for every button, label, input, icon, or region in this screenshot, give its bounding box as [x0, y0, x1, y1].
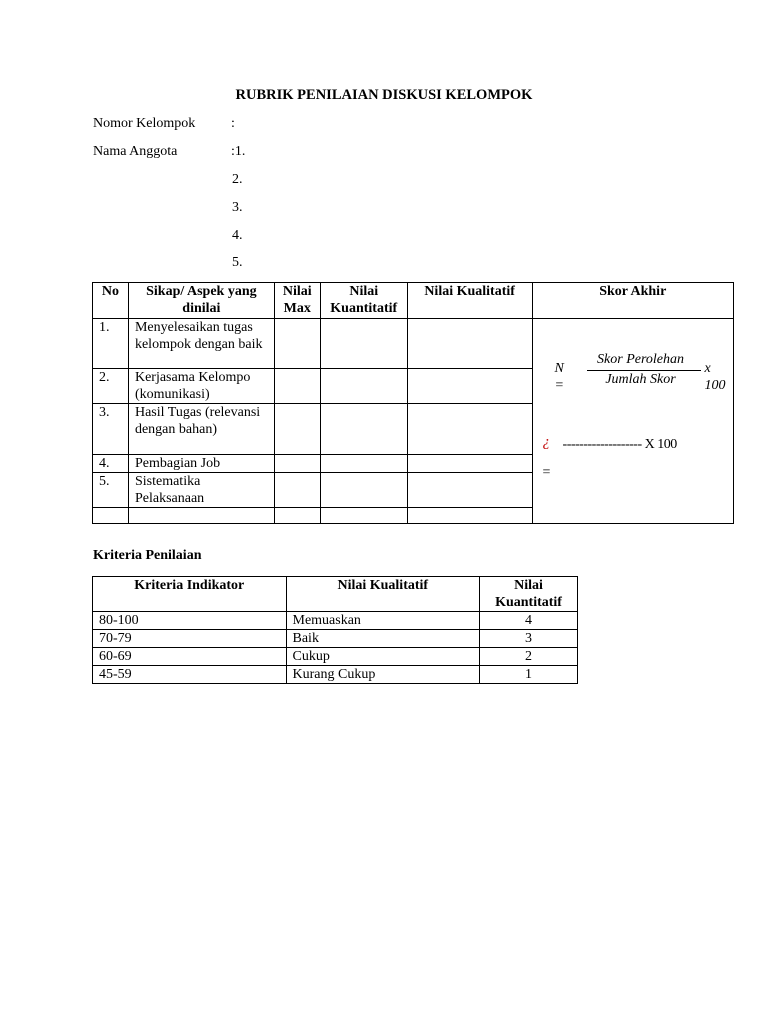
assessment-header-row: [93, 283, 734, 319]
input-nilai-max[interactable]: [274, 473, 320, 508]
score-calculation-line: ------------------- X 100: [562, 437, 677, 452]
header-nilai-kuantitatif: Nilai Kuantitatif: [480, 577, 578, 612]
header-kriteria-indikator: Kriteria Indikator: [93, 577, 287, 612]
row-no: 5.: [93, 473, 129, 508]
nomor-kelompok-colon: :: [231, 116, 235, 131]
input-nilai-kualitatif[interactable]: [407, 455, 532, 473]
criteria-kualitatif: Kurang Cukup: [286, 666, 480, 684]
criteria-kuantitatif: 1: [480, 666, 578, 684]
header-no: No: [93, 283, 129, 319]
criteria-range: 70-79: [93, 630, 287, 648]
nomor-kelompok-label: Nomor Kelompok: [93, 116, 196, 131]
header-aspek: Sikap/ Aspek yang dinilai: [128, 283, 274, 319]
formula-lhs: N =: [554, 361, 564, 393]
input-nilai-kualitatif[interactable]: [407, 369, 532, 404]
table-row: [93, 648, 578, 666]
member-5: 5.: [232, 255, 243, 270]
criteria-range: 80-100: [93, 612, 287, 630]
criteria-kualitatif: Memuaskan: [286, 612, 480, 630]
equals-sign: =: [542, 465, 551, 480]
criteria-table: [92, 576, 578, 684]
red-mark: ¿: [542, 434, 551, 450]
row-aspek: Menyelesaikan tugas kelompok dengan baik: [128, 319, 274, 369]
member-1: :1.: [231, 144, 246, 159]
input-nilai-kuantitatif[interactable]: [320, 319, 407, 369]
nama-anggota-label: Nama Anggota: [93, 144, 178, 159]
header-skor-akhir: Skor Akhir: [532, 283, 733, 319]
member-4: 4.: [232, 228, 243, 243]
input-nilai-kualitatif[interactable]: [407, 473, 532, 508]
assessment-table: [92, 282, 734, 524]
input-nilai-kualitatif[interactable]: [407, 319, 532, 369]
empty-cell[interactable]: [274, 508, 320, 524]
skor-akhir-cell: [532, 319, 733, 524]
row-no: 3.: [93, 404, 129, 455]
criteria-range: 60-69: [93, 648, 287, 666]
header-nilai-kualitatif: Nilai Kualitatif: [286, 577, 480, 612]
member-3: 3.: [232, 200, 243, 215]
row-aspek: Pembagian Job: [128, 455, 274, 473]
row-aspek: Hasil Tugas (relevansi dengan bahan): [128, 404, 274, 455]
empty-cell[interactable]: [320, 508, 407, 524]
row-aspek: Sistematika Pelaksanaan: [128, 473, 274, 508]
criteria-heading: Kriteria Penilaian: [93, 548, 202, 563]
header-nilai-kuantitatif: Nilai Kuantitatif: [320, 283, 407, 319]
table-row: [93, 612, 578, 630]
criteria-header-row: [93, 577, 578, 612]
criteria-kualitatif: Cukup: [286, 648, 480, 666]
input-nilai-max[interactable]: [274, 319, 320, 369]
input-nilai-kualitatif[interactable]: [407, 404, 532, 455]
header-nilai-kualitatif: Nilai Kualitatif: [407, 283, 532, 319]
table-row: [93, 319, 734, 369]
formula-denominator: Jumlah Skor: [605, 372, 676, 387]
table-row: [93, 630, 578, 648]
input-nilai-kuantitatif[interactable]: [320, 369, 407, 404]
input-nilai-kuantitatif[interactable]: [320, 404, 407, 455]
criteria-range: 45-59: [93, 666, 287, 684]
empty-cell[interactable]: [93, 508, 129, 524]
row-no: 4.: [93, 455, 129, 473]
input-nilai-kuantitatif[interactable]: [320, 455, 407, 473]
empty-cell[interactable]: [128, 508, 274, 524]
input-nilai-max[interactable]: [274, 455, 320, 473]
row-aspek: Kerjasama Kelompo (komunikasi): [128, 369, 274, 404]
formula-numerator: Skor Perolehan: [597, 352, 685, 367]
header-nilai-max: Nilai Max: [274, 283, 320, 319]
input-nilai-max[interactable]: [274, 404, 320, 455]
criteria-kuantitatif: 2: [480, 648, 578, 666]
criteria-kuantitatif: 3: [480, 630, 578, 648]
input-nilai-kuantitatif[interactable]: [320, 473, 407, 508]
document-title: RUBRIK PENILAIAN DISKUSI KELOMPOK: [235, 87, 533, 103]
formula-multiplier: x 100: [704, 361, 726, 393]
table-row: [93, 666, 578, 684]
input-nilai-max[interactable]: [274, 369, 320, 404]
member-2: 2.: [232, 172, 243, 187]
empty-cell[interactable]: [407, 508, 532, 524]
row-no: 2.: [93, 369, 129, 404]
criteria-kualitatif: Baik: [286, 630, 480, 648]
row-no: 1.: [93, 319, 129, 369]
criteria-kuantitatif: 4: [480, 612, 578, 630]
